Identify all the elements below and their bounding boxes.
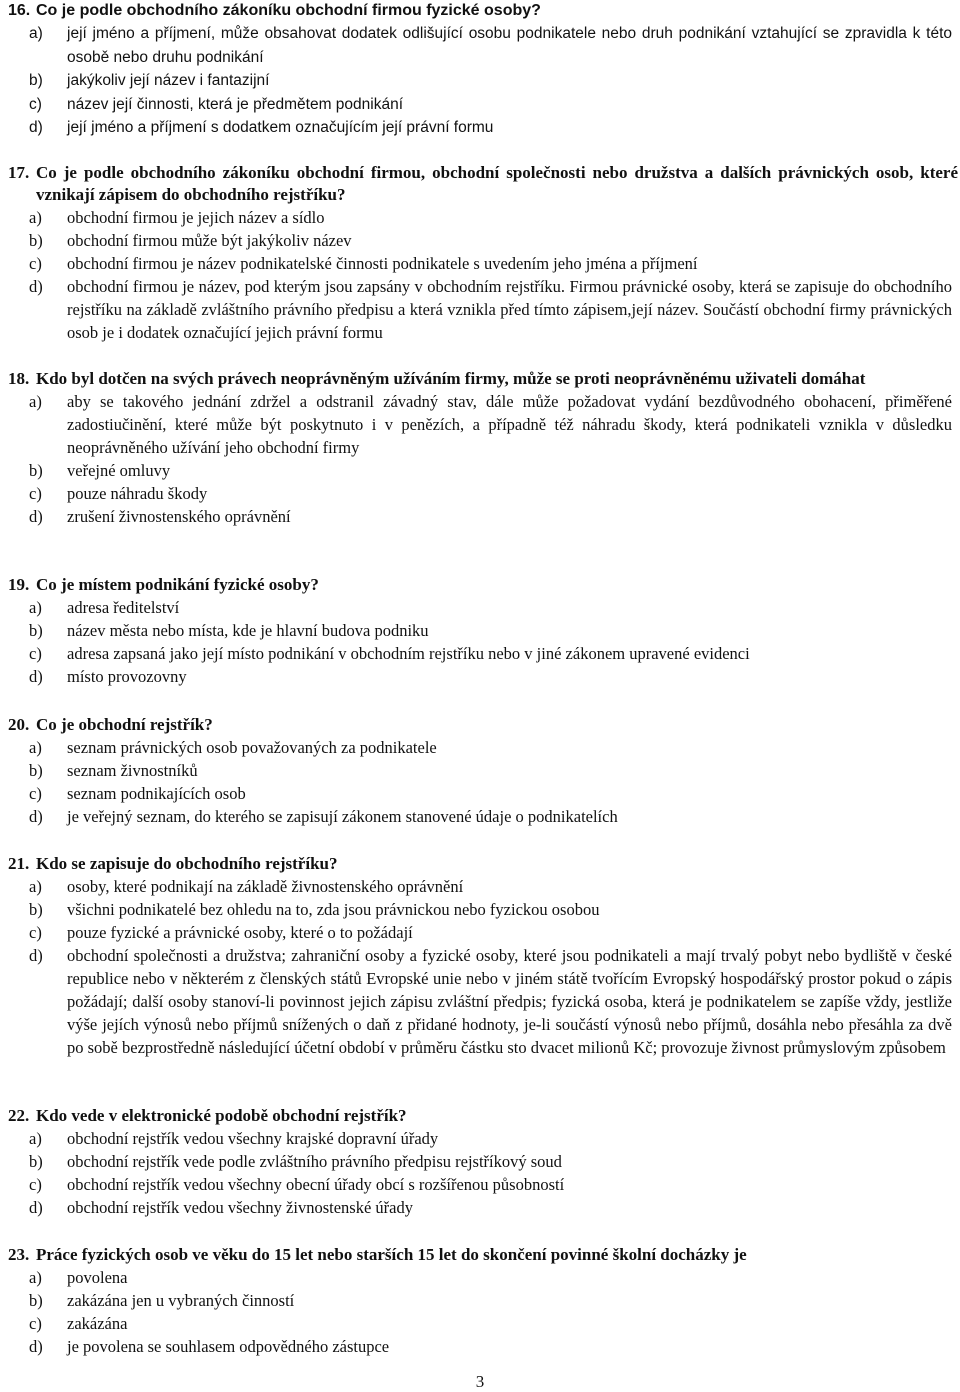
option-letter: b) xyxy=(29,72,43,89)
page-number: 3 xyxy=(475,1372,485,1391)
option-text: obchodní firmou může být jakýkoliv název xyxy=(67,231,352,250)
option-letter: b) xyxy=(29,900,43,919)
option-text: obchodní firmou je název, pod kterým jsou zapsány v obchodním rejstříku. Firmou právnické osoby, která se zapisuje do obchodního rejstříku na základě zvláštního právního předpisu a která vznikla před tímto zápisem,její název. Součástí obchodní firmy právnických osob je i dodatek označující jejich právní formu xyxy=(67,277,952,342)
question-text: Kdo se zapisuje do obchodního rejstříku? xyxy=(36,854,338,873)
question-text: Kdo vede v elektronické podobě obchodní rejstřík? xyxy=(36,1106,407,1125)
option-letter: d) xyxy=(29,1337,43,1356)
question-20 xyxy=(8,714,958,828)
option-text: veřejné omluvy xyxy=(67,461,171,480)
option-letter: d) xyxy=(29,119,43,136)
option-text: aby se takového jednání zdržel a odstranil závadný stav, dále může požadovat vydání bezdůvodného obohacení, přiměřené zadostiučinění, které může být poskytnuto i v penězích, a případně též náhradu škody, která podnikateli vznikla v důsledku neoprávněného užívání jeho obchodní firmy xyxy=(67,392,952,457)
option-text: obchodní firmou je jejich název a sídlo xyxy=(67,208,325,227)
option-text: zakázána jen u vybraných činností xyxy=(67,1291,295,1310)
option-letter: a) xyxy=(29,598,42,617)
question-21 xyxy=(8,853,958,1059)
option-text: jakýkoliv její název i fantazijní xyxy=(67,72,270,89)
option-a xyxy=(8,1266,958,1289)
option-text: osoby, které podnikají na základě živnostenského oprávnění xyxy=(67,877,464,896)
option-letter: a) xyxy=(29,1129,42,1148)
option-c xyxy=(8,1173,958,1196)
option-text: seznam právnických osob považovaných za podnikatele xyxy=(67,738,437,757)
option-a xyxy=(8,206,958,229)
option-letter: c) xyxy=(29,254,42,273)
question-19 xyxy=(8,574,958,688)
question-text: Co je podle obchodního zákoníku obchodní firmou fyzické osoby? xyxy=(36,2,541,19)
question-heading xyxy=(8,0,958,22)
option-a xyxy=(8,1127,958,1150)
option-text: obchodní rejstřík vede podle zvláštního právního předpisu rejstříkový soud xyxy=(67,1152,562,1171)
option-d xyxy=(8,275,958,344)
option-letter: d) xyxy=(29,807,43,826)
option-c xyxy=(8,93,958,117)
question-text: Kdo byl dotčen na svých právech neoprávněným užíváním firmy, může se proti neoprávněnému uživateli domáhat xyxy=(36,369,866,388)
option-b xyxy=(8,1150,958,1173)
option-text: pouze náhradu škody xyxy=(67,484,208,503)
option-text: je povolena se souhlasem odpovědného zástupce xyxy=(67,1337,390,1356)
option-c xyxy=(8,921,958,944)
option-c xyxy=(8,482,958,505)
question-heading xyxy=(8,1105,958,1127)
question-16 xyxy=(8,0,958,140)
option-text: název její činnosti, která je předmětem podnikání xyxy=(67,95,404,113)
question-22 xyxy=(8,1105,958,1219)
option-a xyxy=(8,736,958,759)
question-heading xyxy=(8,1244,958,1266)
option-letter: b) xyxy=(29,461,43,480)
option-d xyxy=(8,944,958,1059)
option-c xyxy=(8,782,958,805)
option-letter: a) xyxy=(29,25,43,42)
option-a xyxy=(8,390,958,459)
option-letter: b) xyxy=(29,1291,43,1310)
option-letter: a) xyxy=(29,738,42,757)
option-letter: c) xyxy=(29,1175,42,1194)
option-text: povolena xyxy=(67,1268,128,1287)
option-text: její jméno a příjmení s dodatkem označujícím její právní formu xyxy=(67,119,494,136)
option-letter: c) xyxy=(29,484,42,503)
option-text: název města nebo místa, kde je hlavní budova podniku xyxy=(67,621,429,640)
question-heading xyxy=(8,714,958,736)
option-text: obchodní rejstřík vedou všechny obecní úřady obcí s rozšířenou působností xyxy=(67,1175,565,1194)
question-number: 16. xyxy=(8,2,31,19)
option-letter: c) xyxy=(29,1314,42,1333)
option-text: obchodní společnosti a družstva; zahraniční osoby a fyzické osoby, které jsou podnikateli a mají trvalý pobyt nebo bydliště v české republice nebo v některém z členských států Evropské unie nebo v jiném státě tvořícím Evropský hospodářský prostor pokud o zápis požádají; další osoby stanoví-li povinnost jejich zápisu zvláštní předpis; fyzická osoba, která je podnikatelem se zapíše vždy, jestliže výše jejích výnosů nebo příjmů snížených o daň z přidané hodnoty, je-li součástí výnosů nebo příjmů, dosáhla nebo přesáhla za dvě po sobě bezprostředně následující účetní období v průměru částku sto dvacet milionů Kč; provozuje živnost průmyslovým způsobem xyxy=(67,946,952,1057)
option-c xyxy=(8,642,958,665)
question-number: 21. xyxy=(8,854,30,873)
option-letter: a) xyxy=(29,1268,42,1287)
option-letter: b) xyxy=(29,761,43,780)
question-heading xyxy=(8,574,958,596)
option-b xyxy=(8,1289,958,1312)
question-number: 19. xyxy=(8,575,30,594)
option-d xyxy=(8,1335,958,1358)
option-a xyxy=(8,22,958,69)
question-number: 17. xyxy=(8,163,30,182)
option-letter: d) xyxy=(29,946,43,965)
question-heading xyxy=(8,162,958,206)
question-number: 22. xyxy=(8,1106,30,1125)
option-d xyxy=(8,1196,958,1219)
option-letter: d) xyxy=(29,507,43,526)
option-letter: c) xyxy=(29,644,42,663)
question-text: Co je místem podnikání fyzické osoby? xyxy=(36,575,319,594)
option-text: zrušení živnostenského oprávnění xyxy=(67,507,291,526)
option-b xyxy=(8,69,958,93)
option-text: adresa ředitelství xyxy=(67,598,180,617)
option-letter: d) xyxy=(29,1198,43,1217)
question-heading xyxy=(8,368,958,390)
option-letter: b) xyxy=(29,621,43,640)
option-text: obchodní rejstřík vedou všechny živnostenské úřady xyxy=(67,1198,413,1217)
option-letter: c) xyxy=(29,784,42,803)
option-text: seznam živnostníků xyxy=(67,761,198,780)
option-c xyxy=(8,1312,958,1335)
option-text: její jméno a příjmení, může obsahovat dodatek odlišující osobu podnikatele nebo druh podnikání vztahující se zpravidla k této osobě nebo druhu podnikání xyxy=(67,25,952,66)
option-a xyxy=(8,596,958,619)
option-d xyxy=(8,665,958,688)
question-number: 18. xyxy=(8,369,30,388)
option-letter: c) xyxy=(29,95,42,113)
option-letter: a) xyxy=(29,392,42,411)
option-text: zakázána xyxy=(67,1314,128,1333)
question-text: Práce fyzických osob ve věku do 15 let nebo starších 15 let do skončení povinné školní docházky je xyxy=(36,1245,747,1264)
option-c xyxy=(8,252,958,275)
option-b xyxy=(8,229,958,252)
question-18 xyxy=(8,368,958,528)
question-number: 20. xyxy=(8,715,30,734)
option-d xyxy=(8,805,958,828)
option-b xyxy=(8,459,958,482)
question-text: Co je obchodní rejstřík? xyxy=(36,715,213,734)
option-b xyxy=(8,619,958,642)
question-text: Co je podle obchodního zákoníku obchodní firmou, obchodní společnosti nebo družstva a dalších právnických osob, které vznikají zápisem do obchodního rejstříku? xyxy=(36,163,958,204)
option-d xyxy=(8,116,958,140)
option-text: všichni podnikatelé bez ohledu na to, zda jsou právnickou nebo fyzickou osobou xyxy=(67,900,600,919)
option-text: je veřejný seznam, do kterého se zapisují zákonem stanovené údaje o podnikatelích xyxy=(67,807,618,826)
option-b xyxy=(8,759,958,782)
question-number: 23. xyxy=(8,1245,30,1264)
option-letter: d) xyxy=(29,667,43,686)
option-letter: c) xyxy=(29,923,42,942)
option-a xyxy=(8,875,958,898)
option-text: obchodní rejstřík vedou všechny krajské dopravní úřady xyxy=(67,1129,439,1148)
option-text: pouze fyzické a právnické osoby, které o to požádají xyxy=(67,923,413,942)
option-text: místo provozovny xyxy=(67,667,187,686)
option-letter: b) xyxy=(29,231,43,250)
option-d xyxy=(8,505,958,528)
option-letter: a) xyxy=(29,208,42,227)
option-text: adresa zapsaná jako její místo podnikání v obchodním rejstříku nebo v jiné zákonem upravené evidenci xyxy=(67,644,750,663)
option-b xyxy=(8,898,958,921)
question-heading xyxy=(8,853,958,875)
option-letter: d) xyxy=(29,277,43,296)
option-text: obchodní firmou je název podnikatelské činnosti podnikatele s uvedením jeho jména a příjmení xyxy=(67,254,698,273)
option-letter: a) xyxy=(29,877,42,896)
option-letter: b) xyxy=(29,1152,43,1171)
question-23 xyxy=(8,1244,958,1358)
question-17 xyxy=(8,162,958,344)
option-text: seznam podnikajících osob xyxy=(67,784,246,803)
